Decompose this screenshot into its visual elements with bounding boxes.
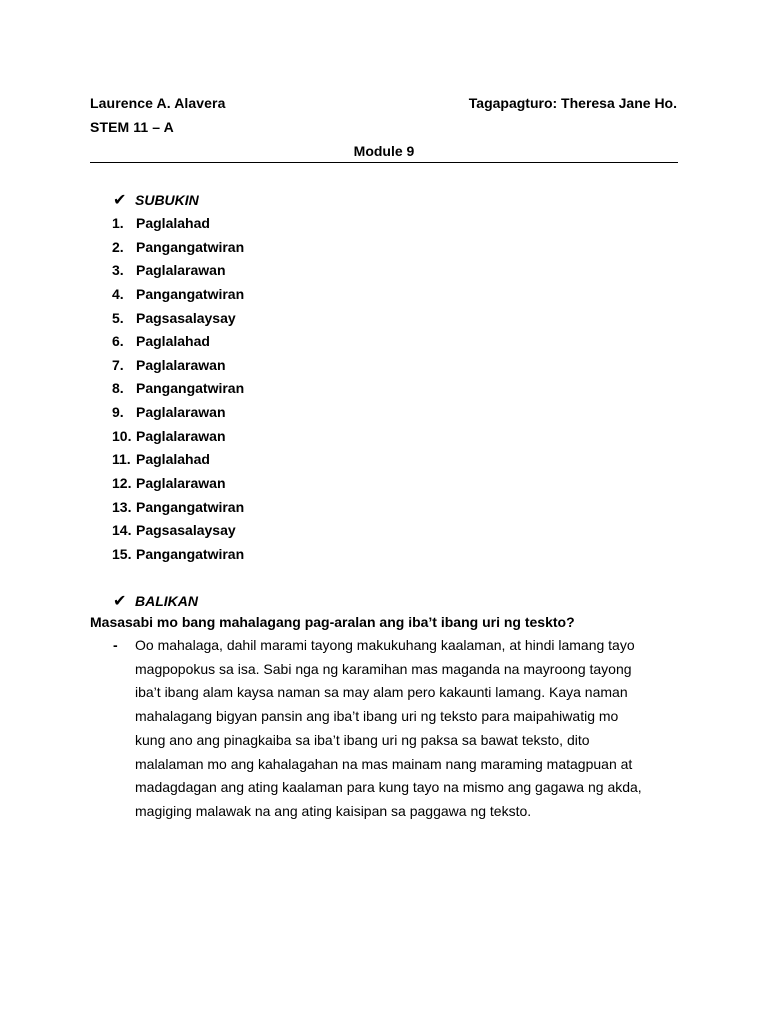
item-number: 1.: [112, 215, 124, 231]
list-item: [112, 237, 244, 261]
balikan-question: Masasabi mo bang mahalagang pag-aralan ang iba’t ibang uri ng teskto?: [90, 614, 575, 630]
item-number: 5.: [112, 309, 124, 326]
answer-bullet: -: [113, 637, 118, 653]
list-item: [112, 308, 244, 332]
answer-line: magpopokus sa isa. Sabi nga ng karamihan mas maganda na mayroong tayong: [135, 660, 632, 677]
list-item: [112, 331, 244, 355]
item-number: 14.: [112, 522, 132, 539]
answer-line: malalaman mo ang kahalagahan na mas mainam nang maraming matagpuan at: [135, 755, 633, 772]
list-item: [112, 449, 244, 473]
item-answer: Pangangatwiran: [136, 380, 245, 397]
item-answer: Pangangatwiran: [136, 498, 245, 515]
answer-line: mahalagang bigyan pansin ang iba’t ibang uri ng teksto para maipahiwatig mo: [135, 708, 619, 725]
item-number: 7.: [112, 356, 124, 373]
item-number: 2.: [112, 238, 124, 255]
answer-line: kung ano ang pinagkaiba sa iba’t ibang uri ng paksa sa bawat teksto, dito: [135, 731, 590, 748]
answer-line: Oo mahalaga, dahil marami tayong makukuhang kaalaman, at hindi lamang tayo: [135, 637, 635, 653]
list-item: [112, 402, 244, 426]
item-answer: Paglalarawan: [136, 475, 226, 492]
header-divider: [90, 162, 678, 163]
student-name: Laurence A. Alavera: [90, 95, 226, 111]
list-item: [112, 473, 244, 497]
item-number: 4.: [112, 285, 124, 302]
list-item: [112, 426, 244, 450]
item-number: 10.: [112, 427, 132, 444]
teacher-name: Tagapagturo: Theresa Jane Ho.: [468, 95, 677, 111]
item-answer: Paglalarawan: [136, 427, 226, 444]
list-item: [112, 213, 244, 237]
item-answer: Pagsasalaysay: [136, 522, 236, 539]
item-answer: Paglalahad: [136, 333, 210, 350]
item-number: 6.: [112, 333, 124, 350]
answer-line: madagdagan ang ating kaalaman para kung tayo na mismo ang gagawa ng akda,: [135, 779, 642, 796]
item-answer: Pagsasalaysay: [136, 309, 236, 326]
item-number: 15.: [112, 545, 132, 562]
list-item: [112, 284, 244, 308]
item-answer: Paglalarawan: [136, 262, 226, 279]
subukin-answer-list: [112, 213, 244, 568]
item-number: 11.: [112, 451, 131, 468]
item-answer: Pangangatwiran: [136, 238, 245, 255]
answer-line: iba’t ibang alam kaysa naman sa may alam pero kakaunti lamang. Kaya naman: [135, 684, 628, 701]
item-answer: Paglalahad: [136, 451, 210, 468]
list-item: [112, 378, 244, 402]
item-answer: Paglalarawan: [136, 356, 226, 373]
list-item: [112, 544, 244, 568]
item-number: 9.: [112, 404, 124, 421]
list-item: [112, 520, 244, 544]
list-item: [112, 497, 244, 521]
item-number: 12.: [112, 475, 132, 492]
checkmark-icon: ✔: [113, 593, 127, 610]
item-answer: Pangangatwiran: [136, 545, 245, 562]
item-answer: Paglalahad: [136, 215, 210, 231]
item-number: 3.: [112, 262, 124, 279]
module-title: Module 9: [353, 143, 415, 159]
answer-line: magiging malawak na ang ating kaisipan sa paggawa ng teksto.: [135, 802, 532, 819]
item-answer: Paglalarawan: [136, 404, 226, 421]
balikan-heading-label: BALIKAN: [135, 593, 198, 609]
checkmark-icon: ✔: [113, 192, 127, 209]
subukin-heading-label: SUBUKIN: [135, 192, 199, 208]
balikan-heading: [113, 591, 198, 611]
balikan-answer-paragraph: [135, 634, 675, 824]
student-section: STEM 11 – A: [90, 119, 174, 135]
list-item: [112, 260, 244, 284]
item-number: 13.: [112, 498, 132, 515]
list-item: [112, 355, 244, 379]
item-answer: Pangangatwiran: [136, 285, 245, 302]
subukin-heading: [113, 190, 199, 210]
item-number: 8.: [112, 380, 124, 397]
